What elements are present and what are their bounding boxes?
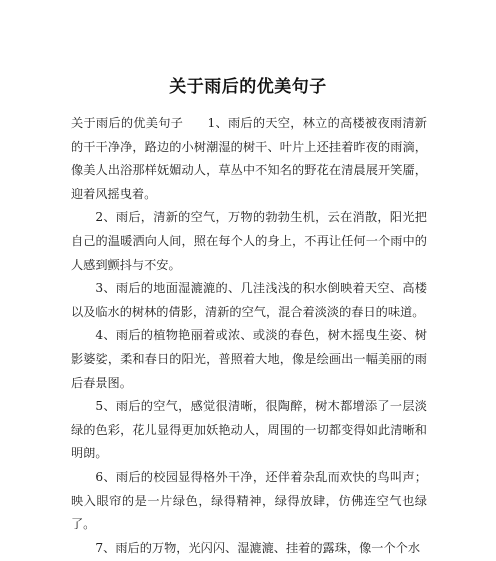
paragraph-4: 4、雨后的植物艳丽着或浓、或淡的春色，树木摇曳生姿、树影婆娑，柔和春日的阳光，普照着大地，像是绘画出一幅美丽的雨后春景图。 [71, 328, 427, 390]
paragraph-6: 6、雨后的校园显得格外干净，还伴着杂乱而欢快的鸟叫声；映入眼帘的是一片绿色，绿得精神，绿得放肆，仿佛连空气也绿了。 [71, 469, 427, 532]
paragraph-5: 5、雨后的空气，感觉很清晰，很陶醉，树木都增添了一层淡绿的色彩，花儿显得更加妖艳动人，周围的一切都变得如此清晰和明朗。 [71, 399, 427, 461]
intro-heading: 关于雨后的优美句子 [71, 116, 184, 130]
article-body [71, 112, 427, 560]
paragraph-2: 2、雨后，清新的空气，万物的勃勃生机，云在消散，阳光把自己的温暖洒向人间，照在每个人的身上，不再让任何一个雨中的人感到颤抖与不安。 [71, 210, 427, 272]
paragraph-3: 3、雨后的地面湿漉漉的、几洼浅浅的积水倒映着天空、高楼以及临水的树林的倩影，清新的空气，混合着淡淡的春日的味道。 [71, 281, 427, 319]
paragraph-1 [71, 112, 427, 206]
page-title: 关于雨后的优美句子 [169, 77, 327, 97]
paragraph-7: 7、雨后的万物，光闪闪、湿漉漉、挂着的露珠，像一个个水 [95, 540, 421, 555]
paragraph-1-text: 1、雨后的天空，林立的高楼被夜雨清新的干干净净，路边的小树潮湿的树干、叶片上还挂着昨夜的雨滴，像美人出浴那样妩媚动人，草丛中不知名的野花在清晨展开笑靥，迎着风摇曳着。 [71, 116, 427, 201]
